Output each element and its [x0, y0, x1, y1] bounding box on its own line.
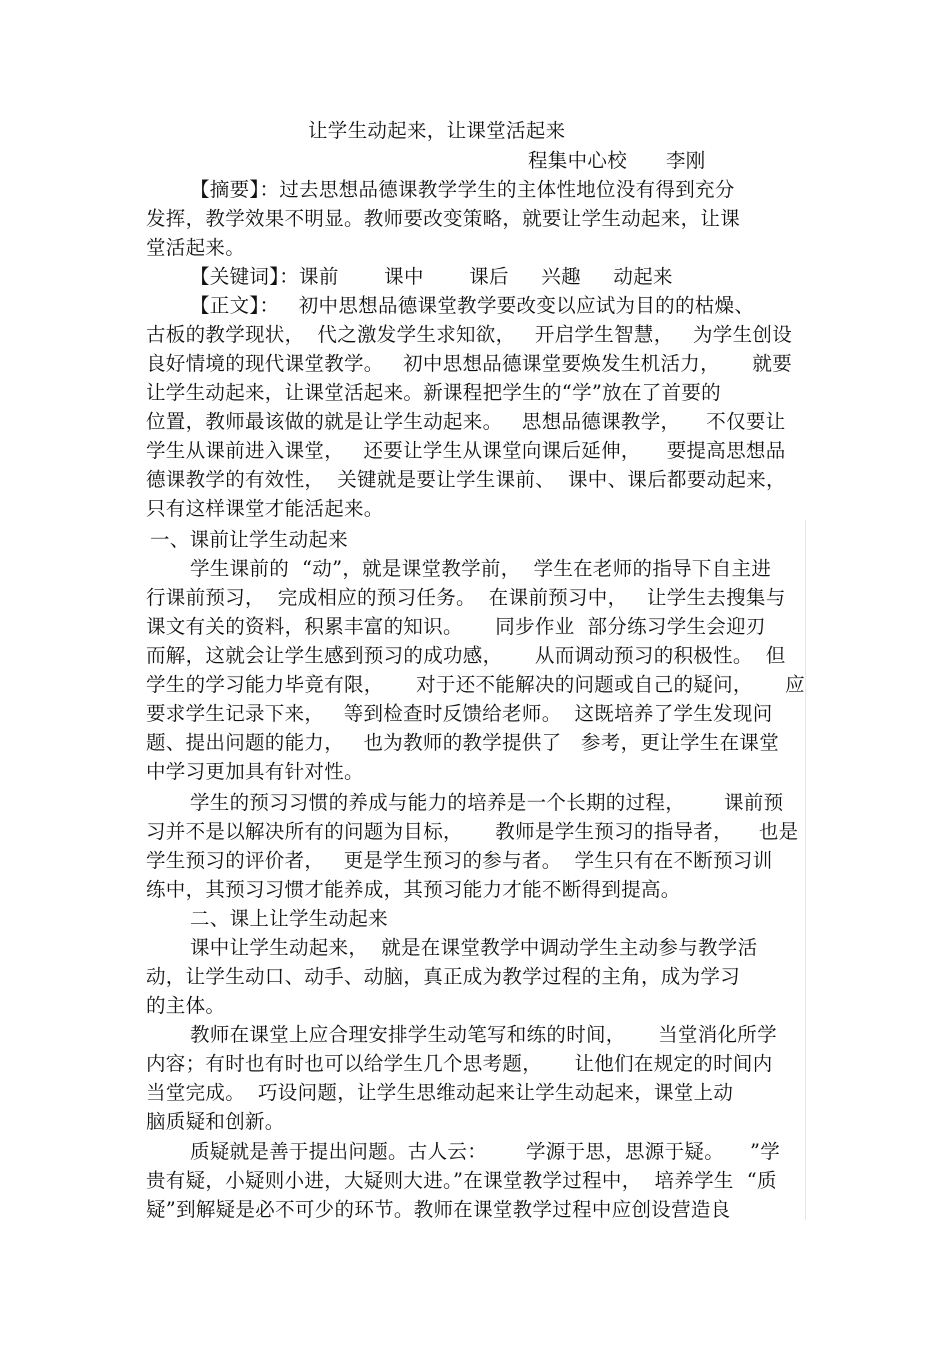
section-heading: 一、课前让学生动起来	[150, 528, 349, 551]
body-line: 而解，这就会让学生感到预习的成功感， 从而调动预习的积极性。 但	[146, 644, 786, 667]
body-line: 要求学生记录下来， 等到检查时反馈给老师。 这既培养了学生发现问	[146, 702, 773, 725]
body-line: 中学习更加具有针对性。	[146, 760, 364, 783]
body-line: 习并不是以解决所有的问题为目标， 教师是学生预习的指导者， 也是	[146, 820, 799, 843]
body-line: 内容；有时也有时也可以给学生几个思考题， 让他们在规定的时间内	[146, 1052, 773, 1075]
body-line: 行课前预习， 完成相应的预习任务。 在课前预习中， 让学生去搜集与	[146, 586, 786, 609]
body-line: 当堂完成。 巧设问题，让学生思维动起来让学生动起来，课堂上动	[146, 1081, 734, 1104]
body-line: 脑质疑和创新。	[146, 1110, 285, 1133]
body-line: 练中，其预习习惯才能养成，其预习能力才能不断得到提高。	[146, 878, 681, 901]
abstract-line: 堂活起来。	[146, 236, 246, 259]
author-line: 程集中心校 李刚	[528, 149, 706, 172]
abstract-line: 发挥，教学效果不明显。教师要改变策略，就要让学生动起来，让课	[146, 207, 741, 230]
body-line: 学生预习的评价者， 更是学生预习的参与者。 学生只有在不断预习训	[146, 849, 773, 872]
body-line: 的主体。	[146, 994, 226, 1017]
body-line: 题、提出问题的能力， 也为教师的教学提供了 参考，更让学生在课堂	[146, 731, 779, 754]
body-line: 让学生动起来，让课堂活起来。新课程把学生的“学”放在了首要的	[146, 381, 721, 404]
body-line: 学生从课前进入课堂， 还要让学生从课堂向课后延伸， 要提高思想品	[146, 439, 786, 462]
body-line: 学生课前的 “动”，就是课堂教学前， 学生在老师的指导下自主进	[190, 557, 772, 580]
body-line: 动，让学生动口、动手、动脑，真正成为教学过程的主角，成为学习	[146, 965, 741, 988]
body-line: 疑”到解疑是必不可少的环节。教师在课堂教学过程中应创设营造良	[146, 1198, 731, 1221]
body-line: 学生的学习能力毕竟有限， 对于还不能解决的问题或自己的疑问， 应	[146, 673, 805, 696]
body-line: 课中让学生动起来， 就是在课堂教学中调动学生主动参与教学活	[190, 936, 758, 959]
abstract-line: 【摘要】：过去思想品德课教学学生的主体性地位没有得到充分	[190, 178, 735, 201]
section-heading: 二、课上让学生动起来	[190, 907, 389, 930]
margin-rule	[805, 520, 806, 1220]
body-line: 只有这样课堂才能活起来。	[146, 497, 384, 520]
body-line: 德课教学的有效性， 关键就是要让学生课前、 课中、课后都要动起来，	[146, 468, 786, 491]
body-line: 位置，教师最该做的就是让学生动起来。 思想品德课教学， 不仅要让	[146, 410, 786, 433]
body-line: 古板的教学现状， 代之激发学生求知欲， 开启学生智慧， 为学生创设	[146, 323, 792, 346]
body-line: 学生的预习习惯的养成与能力的培养是一个长期的过程， 课前预	[190, 791, 784, 814]
body-line: 课文有关的资料，积累丰富的知识。 同步作业 部分练习学生会迎刃	[146, 615, 766, 638]
body-line: 质疑就是善于提出问题。古人云： 学源于思，思源于疑。 ”学	[190, 1140, 781, 1163]
document-title: 让学生动起来，让课堂活起来	[308, 119, 566, 142]
body-line: 教师在课堂上应合理安排学生动笔写和练的时间， 当堂消化所学	[190, 1023, 777, 1046]
keywords-line: 【关键词】：课前 课中 课后 兴趣 动起来	[190, 265, 673, 288]
body-line: 【正文】： 初中思想品德课堂教学要改变以应试为目的的枯燥、	[190, 294, 755, 317]
body-line: 良好情境的现代课堂教学。 初中思想品德课堂要焕发生机活力， 就要	[146, 352, 792, 375]
body-line: 贵有疑，小疑则小进，大疑则大进。”在课堂教学过程中， 培养学生 “质	[146, 1169, 777, 1192]
